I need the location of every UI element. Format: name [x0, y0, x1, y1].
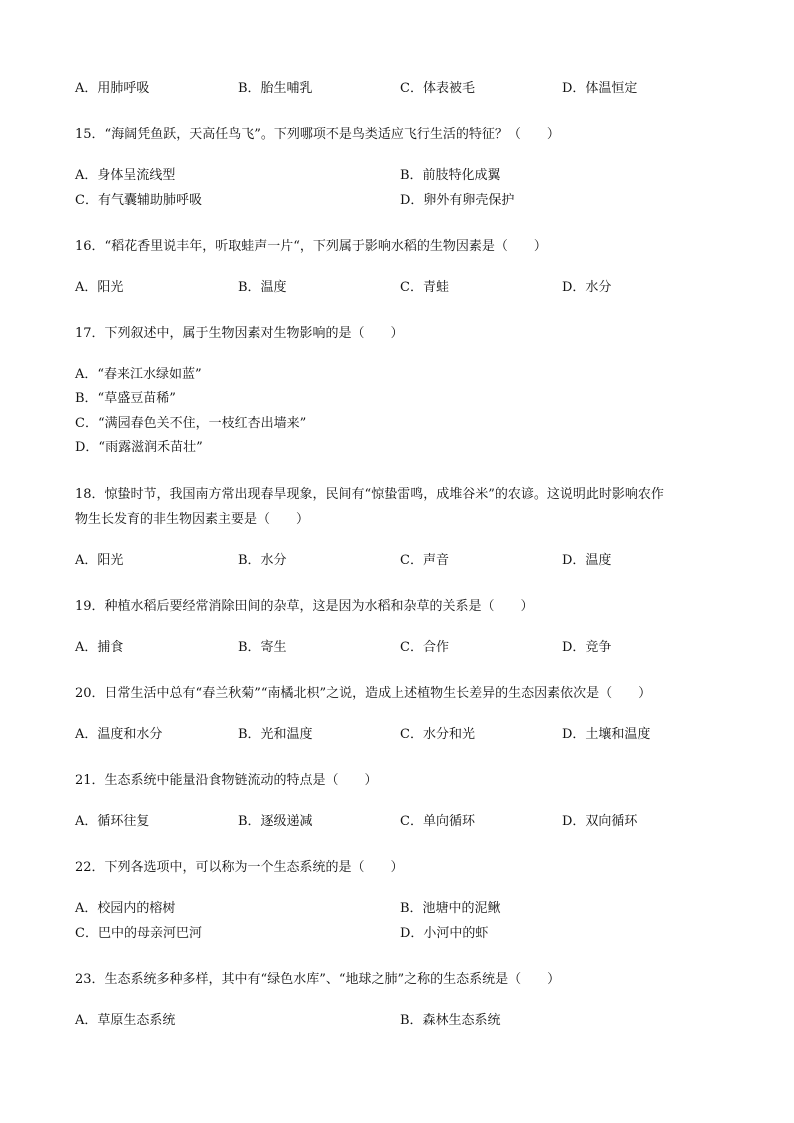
q19-option-b: B．寄生 [238, 640, 287, 655]
q18-stem-line1: 18．惊蛰时节，我国南方常出现春旱现象，民间有“惊蛰雷鸣，成堆谷米”的农谚。这说明此时影响农作 [75, 487, 664, 502]
q19-option-a: A．捕食 [75, 640, 124, 655]
q15-option-d: D．卵外有卵壳保护 [400, 193, 515, 208]
q16-option-c: C．青蛙 [400, 280, 449, 295]
q17-option-a: A．“春来江水绿如蓝” [75, 367, 202, 382]
q21-stem: 21．生态系统中能量沿食物链流动的特点是（ ） [75, 773, 378, 788]
q23-option-b: B．森林生态系统 [400, 1013, 501, 1028]
q23-option-a: A．草原生态系统 [75, 1013, 176, 1028]
q14-option-a: A．用肺呼吸 [75, 81, 150, 96]
q23-stem: 23．生态系统多种多样，其中有“绿色水库”、“地球之肺”之称的生态系统是（ ） [75, 972, 561, 987]
q20-option-a: A．温度和水分 [75, 727, 163, 742]
q22-stem: 22．下列各选项中，可以称为一个生态系统的是（ ） [75, 860, 404, 875]
q21-option-d: D．双向循环 [562, 814, 638, 829]
q22-option-c: C．巴中的母亲河巴河 [75, 926, 202, 941]
q15-option-c: C．有气囊辅助肺呼吸 [75, 193, 202, 208]
q18-option-b: B．水分 [238, 553, 287, 568]
q20-option-b: B．光和温度 [238, 727, 313, 742]
q16-option-b: B．温度 [238, 280, 287, 295]
q15-stem: 15．“海阔凭鱼跃，天高任鸟飞”。下列哪项不是鸟类适应飞行生活的特征？（ ） [75, 127, 560, 142]
q17-option-c: C．“满园春色关不住，一枝红杏出墙来” [75, 416, 307, 431]
q19-option-c: C．合作 [400, 640, 449, 655]
q16-option-a: A．阳光 [75, 280, 124, 295]
q14-option-d: D．体温恒定 [562, 81, 638, 96]
q14-option-b: B．胎生哺乳 [238, 81, 313, 96]
q21-option-a: A．循环往复 [75, 814, 150, 829]
q22-option-a: A．校园内的榕树 [75, 901, 176, 916]
q17-option-b: B．“草盛豆苗稀” [75, 391, 176, 406]
q18-option-a: A．阳光 [75, 553, 124, 568]
q17-stem: 17．下列叙述中，属于生物因素对生物影响的是（ ） [75, 326, 404, 341]
q15-option-b: B．前肢特化成翼 [400, 168, 501, 183]
q16-option-d: D．水分 [562, 280, 612, 295]
q20-option-c: C．水分和光 [400, 727, 475, 742]
q15-option-a: A．身体呈流线型 [75, 168, 176, 183]
q21-option-c: C．单向循环 [400, 814, 475, 829]
q16-stem: 16．“稻花香里说丰年，听取蛙声一片“，下列属于影响水稻的生物因素是（ ） [75, 239, 547, 254]
q20-option-d: D．土壤和温度 [562, 727, 651, 742]
q19-stem: 19．种植水稻后要经常消除田间的杂草，这是因为水稻和杂草的关系是（ ） [75, 599, 534, 614]
q17-option-d: D．“雨露滋润禾苗壮” [75, 440, 203, 455]
q18-option-c: C．声音 [400, 553, 449, 568]
q22-option-b: B．池塘中的泥鳅 [400, 901, 501, 916]
q18-option-d: D．温度 [562, 553, 612, 568]
q18-stem-line2: 物生长发育的非生物因素主要是（ ） [75, 512, 310, 527]
q22-option-d: D．小河中的虾 [400, 926, 489, 941]
q20-stem: 20．日常生活中总有“春兰秋菊”“南橘北枳”之说，造成上述植物生长差异的生态因素依次是（ ） [75, 686, 652, 701]
q21-option-b: B．逐级递减 [238, 814, 313, 829]
q19-option-d: D．竞争 [562, 640, 612, 655]
q14-option-c: C．体表被毛 [400, 81, 475, 96]
